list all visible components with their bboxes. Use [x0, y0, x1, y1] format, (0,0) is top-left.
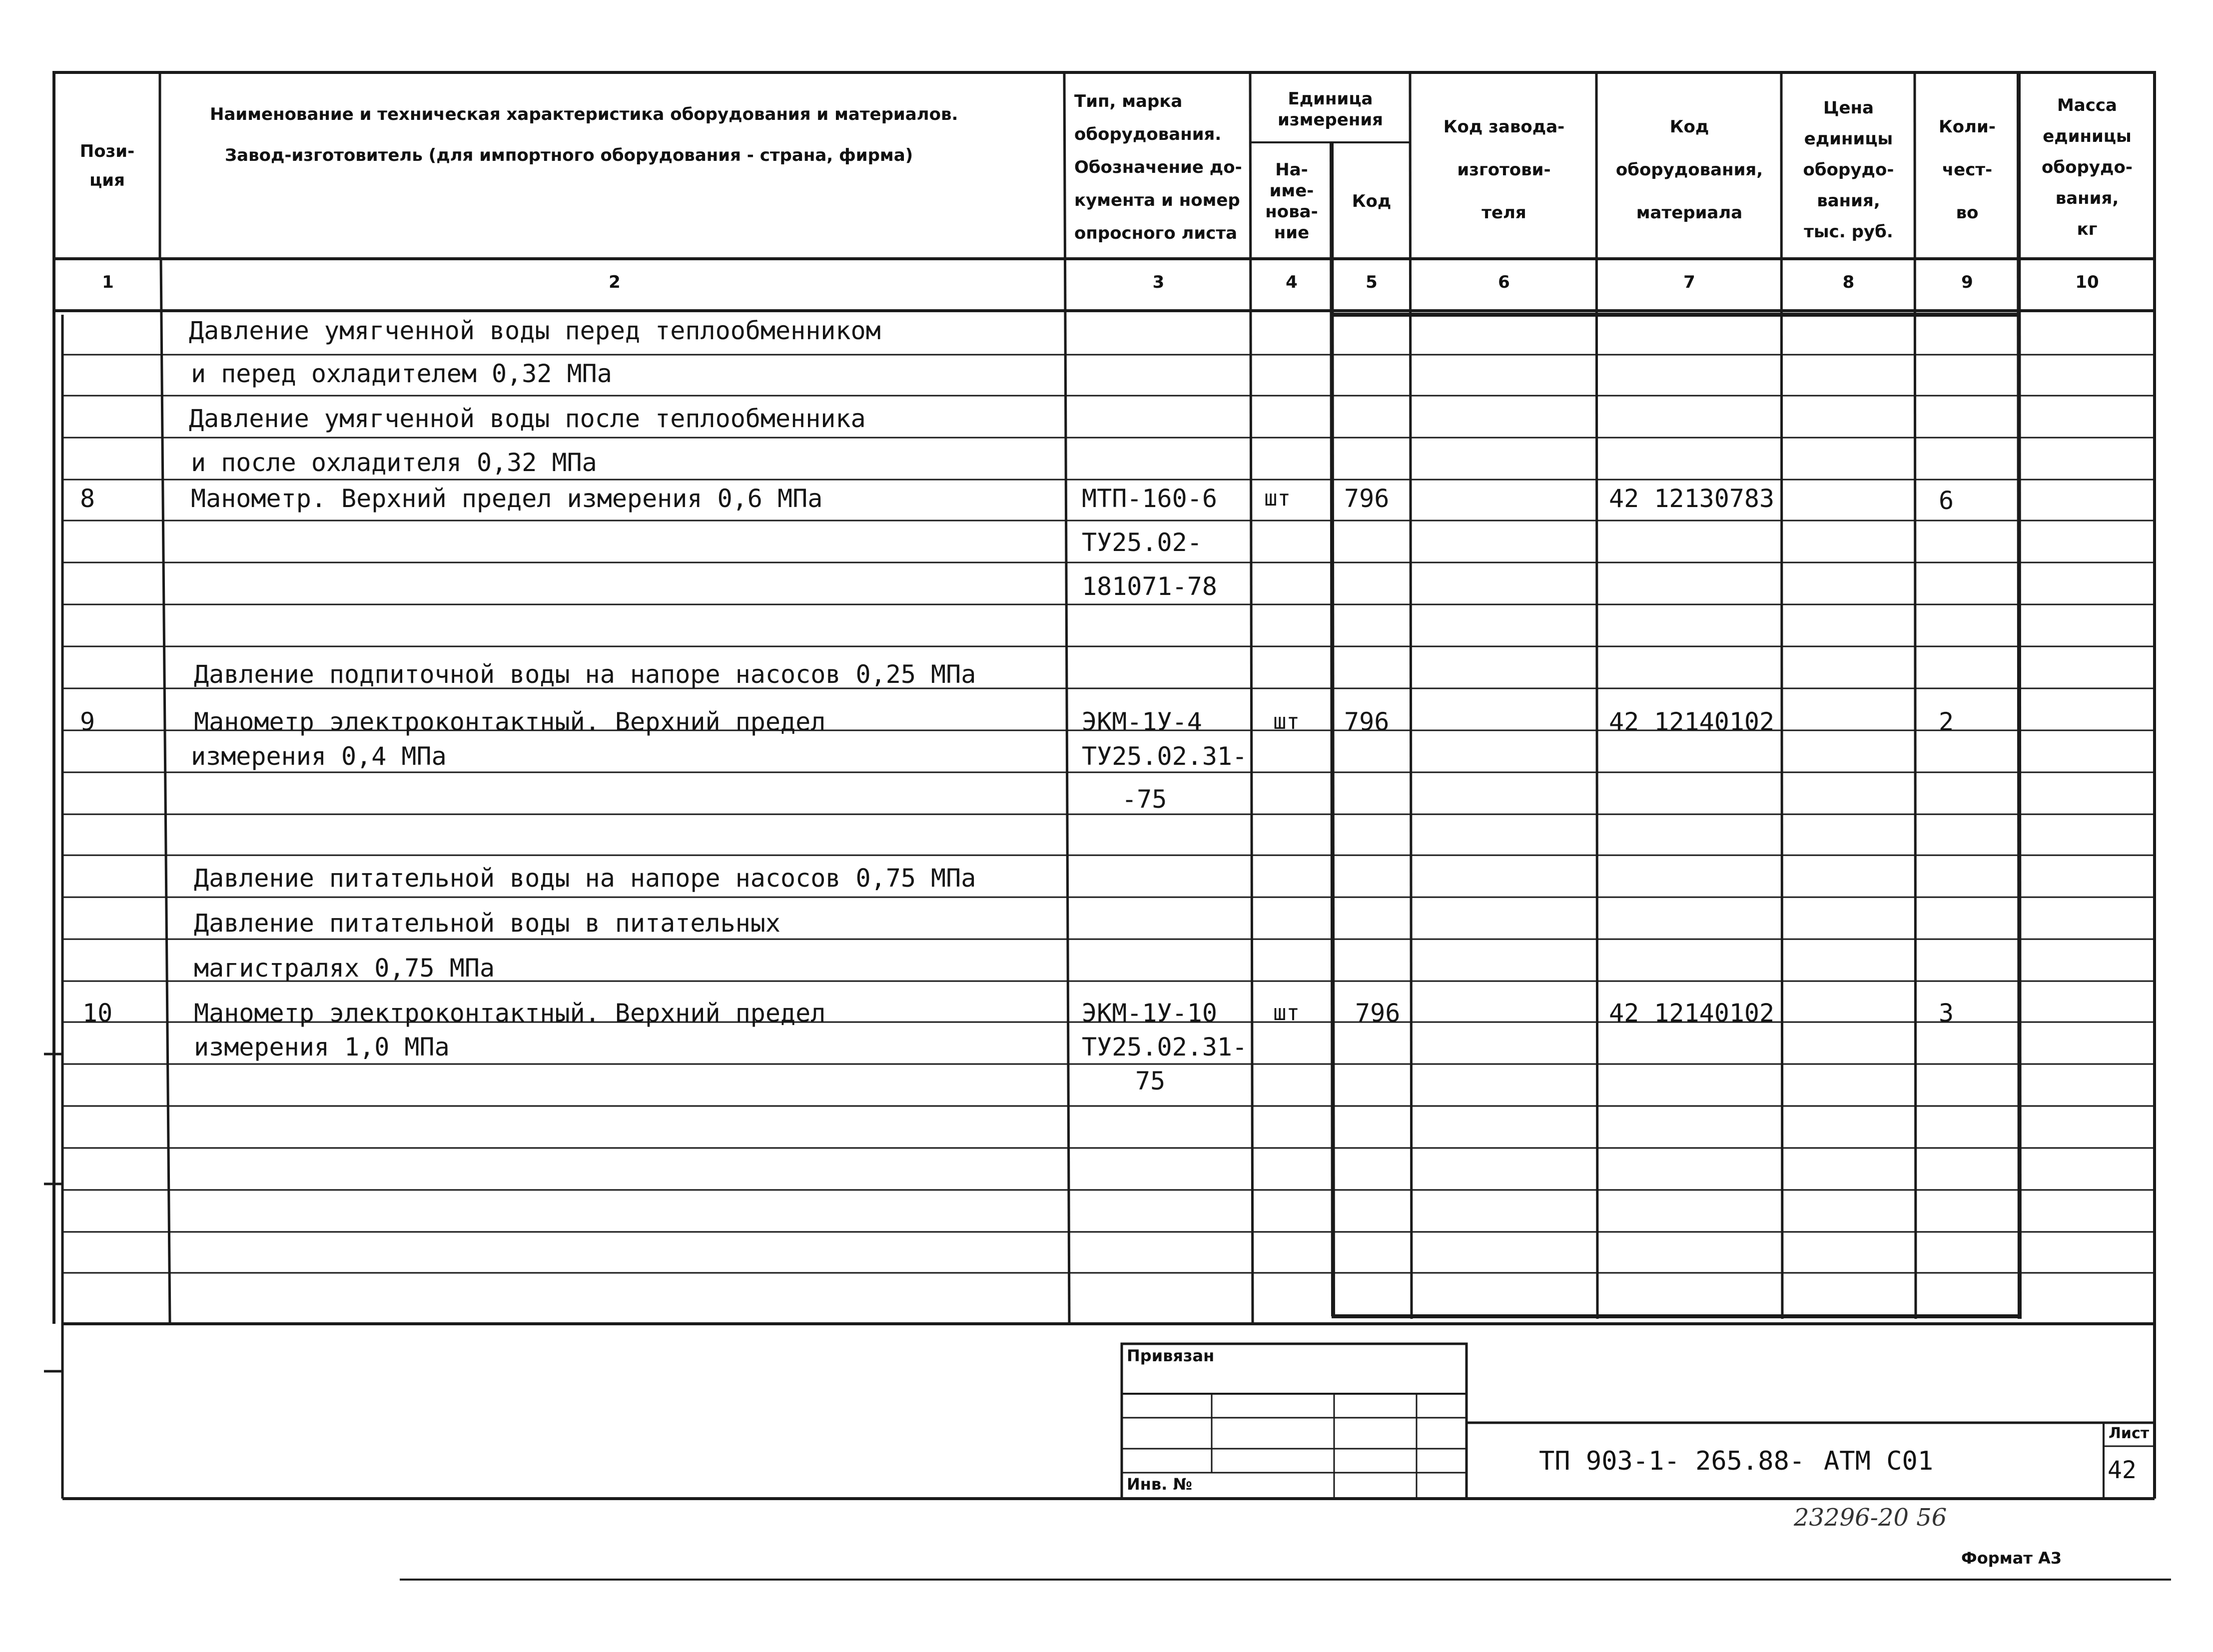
- pos-8-type-1: МТП-160-6: [1082, 484, 1217, 513]
- pos-9-type-1: ЭКМ-1У-4: [1082, 707, 1202, 736]
- pos-9-name-2: измерения 0,4 МПа: [191, 742, 447, 771]
- sheet-number: 42: [2108, 1456, 2137, 1484]
- pos-8-unit: шт: [1264, 486, 1291, 511]
- colnum-7: 7: [1683, 272, 1695, 292]
- header-position: Пози- ция: [79, 141, 135, 190]
- header-unit-group: Единица измерения: [1278, 89, 1383, 130]
- format-label: Формат А3: [1961, 1549, 2062, 1568]
- row-note-4: и после охладителя 0,32 МПа: [191, 448, 597, 477]
- pos-8-type-3: 181071-78: [1082, 572, 1217, 601]
- pos-9-code: 796: [1344, 707, 1390, 736]
- pos-9-number: 9: [80, 707, 95, 736]
- pos-10-type-3: 75: [1135, 1067, 1166, 1096]
- pos-8-number: 8: [80, 484, 95, 513]
- pos-10-type-1: ЭКМ-1У-10: [1082, 999, 1217, 1028]
- pos-9-equipment-code: 42 12140102: [1609, 707, 1775, 736]
- pos-10-type-2: ТУ25.02.31-: [1082, 1033, 1248, 1062]
- sheet-label: Лист: [2109, 1425, 2150, 1442]
- row-note-8: магистралях 0,75 МПа: [194, 954, 495, 983]
- pos-9-unit: шт: [1273, 709, 1300, 734]
- header-equipment-code: Код оборудования, материала: [1615, 117, 1763, 223]
- row-note-3: Давление умягченной воды после теплообменника: [189, 404, 866, 433]
- pos-10-quantity: 3: [1939, 999, 1954, 1028]
- pos-9-type-2: ТУ25.02.31-: [1082, 742, 1248, 771]
- colnum-5: 5: [1366, 272, 1378, 292]
- header-type: Тип, марка оборудования. Обозначение до- кумента и номер опросного листа: [1074, 91, 1242, 243]
- document-code: ТП 903-1- 265.88-: [1539, 1446, 1805, 1476]
- pos-8-name: Манометр. Верхний предел измерения 0,6 МПа: [191, 484, 823, 513]
- colnum-6: 6: [1498, 272, 1510, 292]
- pos-8-code: 796: [1344, 484, 1390, 513]
- header-name: [210, 100, 1059, 170]
- header-price: Цена единицы оборудо- вания, тыс. руб.: [1803, 98, 1894, 242]
- document-mark: АТМ С01: [1824, 1446, 1934, 1476]
- header-quantity: Коли- чест- во: [1939, 117, 1996, 223]
- row-note-7: Давление питательной воды в питательных: [194, 909, 780, 938]
- pos-10-name-2: измерения 1,0 МПа: [194, 1033, 450, 1062]
- colnum-2: 2: [609, 272, 621, 292]
- header-name-line1: Наименование и техническая характеристика оборудования и материалов.: [210, 104, 958, 124]
- colnum-4: 4: [1286, 272, 1298, 292]
- pos-10-name-1: Манометр электроконтактный. Верхний предел: [194, 999, 826, 1028]
- stamp-privyazan: Привязан: [1127, 1346, 1215, 1365]
- pos-9-quantity: 2: [1939, 707, 1954, 736]
- pos-10-unit: шт: [1273, 1000, 1300, 1026]
- pos-9-type-3: -75: [1122, 785, 1167, 814]
- row-note-1: Давление умягченной воды перед теплообменником: [189, 316, 881, 345]
- handwritten-number: 23296-20 56: [1794, 1504, 1947, 1532]
- stamp-inventory-number: Инв. №: [1127, 1475, 1192, 1494]
- colnum-8: 8: [1842, 272, 1855, 292]
- pos-9-name-1: Манометр электроконтактный. Верхний предел: [194, 707, 826, 736]
- header-mass: Масса единицы оборудо- вания, кг: [2042, 95, 2133, 239]
- colnum-1: 1: [102, 272, 114, 292]
- colnum-3: 3: [1152, 272, 1165, 292]
- colnum-9: 9: [1961, 272, 1973, 292]
- header-plant-code: Код завода- изготови- теля: [1443, 117, 1565, 223]
- pos-8-type-2: ТУ25.02-: [1082, 528, 1202, 557]
- header-name-line2: Завод-изготовитель (для импортного оборудования - страна, фирма): [225, 145, 913, 165]
- pos-8-quantity: 6: [1939, 486, 1954, 515]
- colnum-10: 10: [2075, 272, 2099, 292]
- pos-10-code: 796: [1355, 999, 1401, 1028]
- pos-8-equipment-code: 42 12130783: [1609, 484, 1775, 513]
- header-unit-code: Код: [1352, 191, 1392, 211]
- pos-10-equipment-code: 42 12140102: [1609, 999, 1775, 1028]
- row-note-5: Давление подпиточной воды на напоре насосов 0,25 МПа: [194, 660, 976, 689]
- row-note-2: и перед охладителем 0,32 МПа: [191, 359, 612, 388]
- row-note-6: Давление питательной воды на напоре насосов 0,75 МПа: [194, 864, 976, 893]
- header-unit-name: На- име- нова- ние: [1265, 159, 1318, 243]
- pos-10-number: 10: [82, 999, 113, 1028]
